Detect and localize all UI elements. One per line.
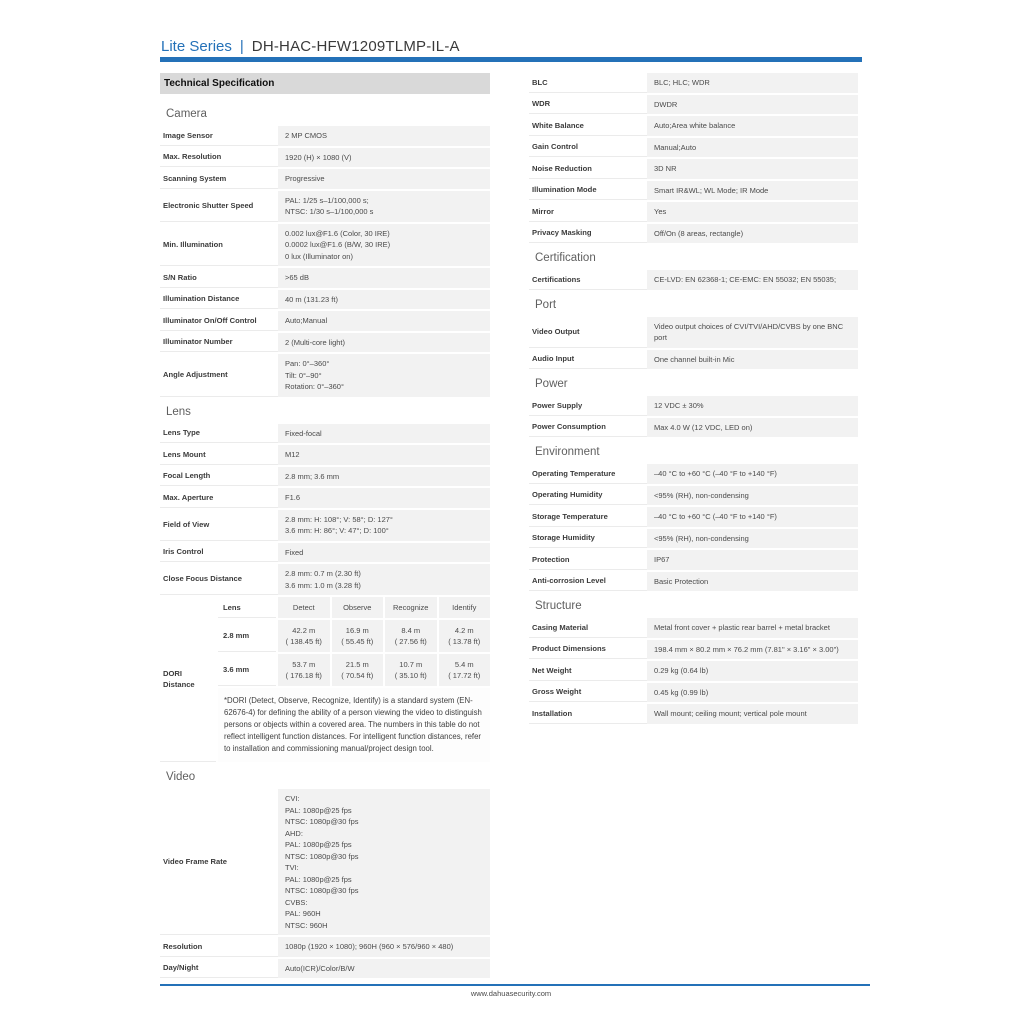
spec-row <box>160 467 490 487</box>
spec-value-line: CVI: <box>285 794 300 803</box>
spec-label: Privacy Masking <box>529 224 647 244</box>
spec-label: Angle Adjustment <box>160 354 278 397</box>
dori-header-row <box>218 597 490 618</box>
spec-value <box>278 445 490 465</box>
dori-value-line: 5.4 m <box>454 660 474 669</box>
dori-value-cell <box>385 620 437 652</box>
spec-label: Image Sensor <box>160 126 278 146</box>
section-title: Camera <box>166 108 207 120</box>
dori-value-line: 16.9 m <box>345 626 369 635</box>
spec-value-line: NTSC: 1080p@30 fps <box>285 886 359 895</box>
dori-value-cell <box>332 620 384 652</box>
spec-value-line: 2.8 mm: 0.7 m (2.30 ft) <box>285 569 361 578</box>
spec-value-line: NTSC: 960H <box>285 920 328 930</box>
dori-header-cell: Identify <box>439 597 491 618</box>
spec-row <box>160 789 490 935</box>
dori-value-cell <box>385 654 437 686</box>
spec-row <box>529 317 858 348</box>
spec-row <box>529 202 858 222</box>
section-title: Certification <box>535 252 596 264</box>
spec-label: Audio Input <box>529 350 647 370</box>
spec-value-line: CVBS: <box>285 897 308 907</box>
spec-label: Lens Mount <box>160 445 278 465</box>
spec-row <box>529 618 858 638</box>
spec-row <box>529 396 858 416</box>
spec-value-line: DWDR <box>654 99 678 109</box>
spec-value-line: TVI: <box>285 863 299 872</box>
spec-value-line: Off/On (8 areas, rectangle) <box>654 228 744 238</box>
spec-row <box>529 572 858 592</box>
spec-value-line: <95% (RH), non-condensing <box>654 533 749 543</box>
spec-value <box>278 148 490 168</box>
spec-value-line: <95% (RH), non-condensing <box>654 490 749 500</box>
spec-label: Resolution <box>160 937 278 957</box>
technical-specification-bar: Technical Specification <box>160 73 490 94</box>
spec-label: Min. Illumination <box>160 224 278 267</box>
dori-label <box>160 597 216 762</box>
spec-value <box>278 959 490 979</box>
spec-label: Field of View <box>160 510 278 541</box>
spec-label: Casing Material <box>529 618 647 638</box>
spec-label: Illuminator On/Off Control <box>160 311 278 331</box>
spec-value <box>278 333 490 353</box>
spec-value <box>278 169 490 189</box>
spec-value <box>278 354 490 397</box>
spec-value <box>647 270 858 290</box>
spec-row <box>529 683 858 703</box>
section-title: Lens <box>166 405 191 418</box>
spec-value <box>278 126 490 146</box>
spec-value-line: 40 m (131.23 ft) <box>285 294 338 304</box>
spec-value-line: Auto;Manual <box>285 316 328 325</box>
spec-value-line: Wall mount; ceiling mount; vertical pole mount <box>654 709 807 718</box>
spec-value-line: 0.45 kg (0.99 lb) <box>654 687 709 697</box>
spec-value-line: Max 4.0 W (12 VDC, LED on) <box>654 422 753 432</box>
spec-value-line: 198.4 mm × 80.2 mm × 76.2 mm (7.81" × 3.16" × 3.00") <box>654 644 839 654</box>
spec-row <box>160 445 490 465</box>
spec-value <box>278 510 490 541</box>
dori-lens-cell: 2.8 mm <box>218 620 276 652</box>
right-column <box>529 73 858 726</box>
spec-row <box>529 507 858 527</box>
spec-value-line: >65 dB <box>285 273 309 282</box>
spec-label: S/N Ratio <box>160 268 278 288</box>
spec-value-line: 2 (Multi-core light) <box>285 337 346 347</box>
spec-value-line: 12 VDC ± 30% <box>654 401 704 410</box>
spec-value-line: 1080p (1920 × 1080); 960H (960 × 576/960 × 480) <box>285 942 454 951</box>
dori-value-cell <box>439 620 491 652</box>
spec-value-line: Fixed-focal <box>285 428 322 438</box>
spec-label: Electronic Shutter Speed <box>160 191 278 222</box>
spec-value-line: 3.6 mm: H: 86°; V: 47°; D: 100° <box>285 526 389 535</box>
spec-row <box>529 704 858 724</box>
spec-row <box>529 486 858 506</box>
spec-value-line: Fixed <box>285 547 304 557</box>
spec-label: Noise Reduction <box>529 159 647 179</box>
spec-row <box>529 529 858 549</box>
spec-value <box>647 116 858 136</box>
spec-value <box>647 95 858 115</box>
spec-row <box>529 418 858 438</box>
spec-value <box>647 507 858 527</box>
spec-row <box>529 464 858 484</box>
spec-row <box>160 148 490 168</box>
spec-row <box>529 95 858 115</box>
spec-value-line: Video output choices of CVI/TVI/AHD/CVBS by one BNC <box>654 321 844 331</box>
spec-row <box>529 181 858 201</box>
spec-value <box>278 191 490 222</box>
dori-lens-cell: 3.6 mm <box>218 654 276 686</box>
spec-label: Scanning System <box>160 169 278 189</box>
spec-value-line: NTSC: 1080p@30 fps <box>285 817 359 826</box>
spec-row <box>160 488 490 508</box>
spec-value <box>647 572 858 592</box>
spec-row <box>160 191 490 222</box>
spec-label: Max. Aperture <box>160 488 278 508</box>
dori-data-row <box>218 654 490 686</box>
dori-distance-block <box>160 597 490 762</box>
dori-value-cell <box>332 654 384 686</box>
spec-value <box>278 311 490 331</box>
spec-value-line: 2.8 mm; 3.6 mm <box>285 471 340 481</box>
spec-row <box>529 116 858 136</box>
dori-value-line: 10.7 m <box>399 660 423 669</box>
page-title <box>161 38 460 55</box>
spec-label: WDR <box>529 95 647 115</box>
spec-value <box>647 550 858 570</box>
spec-value-line: M12 <box>285 450 300 459</box>
dori-value-line: ( 27.56 ft) <box>394 637 427 646</box>
dori-value-cell <box>439 654 491 686</box>
spec-value-line: Basic Protection <box>654 576 709 586</box>
spec-value-line: port <box>654 333 667 342</box>
spec-row <box>529 270 858 290</box>
dori-value-line: ( 35.10 ft) <box>394 671 427 680</box>
spec-row <box>529 73 858 93</box>
section-title: Video <box>166 771 196 783</box>
spec-label: Lens Type <box>160 424 278 444</box>
spec-value-line: PAL: 1/25 s–1/100,000 s; <box>285 195 369 205</box>
spec-value <box>647 159 858 179</box>
spec-value <box>647 418 858 438</box>
series-label: Lite Series <box>161 38 232 55</box>
left-column <box>160 73 490 980</box>
spec-label: Video Frame Rate <box>160 789 278 935</box>
spec-value-line: –40 °C to +60 °C (–40 °F to +140 °F) <box>654 469 777 478</box>
spec-label: Power Consumption <box>529 418 647 438</box>
spec-value <box>647 202 858 222</box>
dori-value-line: 4.2 m <box>454 626 474 635</box>
spec-value-line: CE-LVD: EN 62368-1; CE-EMC: EN 55032; EN 55035; <box>654 275 837 284</box>
spec-row <box>529 224 858 244</box>
spec-row <box>160 959 490 979</box>
dori-label-line: DORI <box>163 669 182 678</box>
dori-header-cell: Recognize <box>385 597 437 618</box>
spec-row <box>160 268 490 288</box>
dori-value-cell <box>278 620 330 652</box>
spec-row <box>529 661 858 681</box>
dori-data-row <box>218 620 490 652</box>
spec-value-line: PAL: 1080p@25 fps <box>285 840 352 849</box>
spec-value <box>278 467 490 487</box>
dori-value-line: 42.2 m <box>292 626 316 635</box>
spec-value <box>647 661 858 681</box>
footer-url: www.dahuasecurity.com <box>470 989 552 998</box>
spec-value <box>278 268 490 288</box>
spec-label: Mirror <box>529 202 647 222</box>
spec-value <box>647 640 858 660</box>
spec-value <box>278 488 490 508</box>
spec-value <box>278 937 490 957</box>
spec-value <box>278 543 490 563</box>
spec-value-line: AHD: <box>285 828 303 838</box>
section-title: Environment <box>535 446 600 458</box>
spec-value-line: 0.0002 lux@F1.6 (B/W, 30 IRE) <box>285 240 391 249</box>
spec-value <box>647 396 858 416</box>
dori-header-cell: Lens <box>218 597 276 618</box>
spec-value-line: 0.002 lux@F1.6 (Color, 30 IRE) <box>285 228 390 238</box>
spec-value <box>647 464 858 484</box>
spec-row <box>160 937 490 957</box>
right-spec-blocks <box>529 73 858 724</box>
spec-value-line: 1920 (H) × 1080 (V) <box>285 152 352 162</box>
dori-note: *DORI (Detect, Observe, Recognize, Identify) is a standard system (EN-62676-4) for defining the ability of a person viewing the video to distinguish persons or objects within a covered area. The numbers in this table do not reflect intelligent function distances. For intelligent function distances, refer to installation and commissioning manual/project design tool. <box>218 688 490 762</box>
title-divider: | <box>239 38 244 55</box>
dori-value-line: 21.5 m <box>345 660 369 669</box>
spec-value <box>647 486 858 506</box>
spec-label: BLC <box>529 73 647 93</box>
section-title: Power <box>535 378 568 390</box>
spec-row <box>160 510 490 541</box>
spec-label: Gain Control <box>529 138 647 158</box>
spec-row <box>529 350 858 370</box>
spec-label: Power Supply <box>529 396 647 416</box>
spec-value <box>647 317 858 348</box>
spec-value <box>278 789 490 935</box>
spec-label: Day/Night <box>160 959 278 979</box>
section-title: Port <box>535 298 557 311</box>
spec-row <box>529 550 858 570</box>
spec-label: Video Output <box>529 317 647 348</box>
dori-value-line: ( 176.18 ft) <box>285 671 322 680</box>
footer-rule <box>160 984 870 986</box>
spec-value <box>278 290 490 310</box>
spec-value-line: 3D NR <box>654 164 677 173</box>
spec-value-line: 2.8 mm: H: 108°; V: 58°; D: 127° <box>285 514 393 524</box>
spec-label: Close Focus Distance <box>160 564 278 595</box>
spec-label: Operating Humidity <box>529 486 647 506</box>
spec-value-line: One channel built-in Mic <box>654 354 735 364</box>
spec-value <box>647 618 858 638</box>
spec-value <box>647 704 858 724</box>
dori-value-line: 8.4 m <box>401 626 421 635</box>
spec-label: Max. Resolution <box>160 148 278 168</box>
spec-value-line: 3.6 mm: 1.0 m (3.28 ft) <box>285 580 361 590</box>
spec-label: Net Weight <box>529 661 647 681</box>
spec-value-line: PAL: 1080p@25 fps <box>285 805 352 815</box>
spec-value-line: Metal front cover + plastic rear barrel + metal bracket <box>654 623 830 632</box>
spec-value-line: –40 °C to +60 °C (–40 °F to +140 °F) <box>654 512 777 521</box>
spec-label: Storage Temperature <box>529 507 647 527</box>
spec-row <box>160 543 490 563</box>
spec-value <box>647 138 858 158</box>
spec-label: White Balance <box>529 116 647 136</box>
section-title: Structure <box>535 600 582 612</box>
spec-row <box>160 333 490 353</box>
spec-value-line: PAL: 960H <box>285 909 321 918</box>
spec-row <box>160 354 490 397</box>
dori-header-cell: Detect <box>278 597 330 618</box>
dori-value-line: ( 70.54 ft) <box>341 671 374 680</box>
spec-value <box>647 73 858 93</box>
spec-value <box>278 224 490 267</box>
dori-header-cell: Observe <box>332 597 384 618</box>
dori-label-line: Distance <box>163 680 195 689</box>
spec-value-line: Smart IR&WL; WL Mode; IR Mode <box>654 185 769 195</box>
spec-label: Operating Temperature <box>529 464 647 484</box>
dori-value-line: ( 17.72 ft) <box>448 671 481 680</box>
spec-row <box>160 169 490 189</box>
spec-row <box>160 126 490 146</box>
spec-value <box>647 529 858 549</box>
spec-label: Storage Humidity <box>529 529 647 549</box>
spec-label: Protection <box>529 550 647 570</box>
spec-value <box>647 181 858 201</box>
dori-value-line: 53.7 m <box>292 660 316 669</box>
spec-row <box>529 138 858 158</box>
spec-label: Product Dimensions <box>529 640 647 660</box>
spec-value-line: BLC; HLC; WDR <box>654 78 710 87</box>
spec-value-line: Manual;Auto <box>654 142 697 152</box>
spec-label: Gross Weight <box>529 683 647 703</box>
spec-label: Illumination Mode <box>529 181 647 201</box>
spec-value-line: 0 lux (Illuminator on) <box>285 251 353 261</box>
spec-value-line: Pan: 0°–360° <box>285 359 330 368</box>
spec-row <box>160 424 490 444</box>
spec-value-line: NTSC: 1080p@30 fps <box>285 851 359 861</box>
model-number: DH-HAC-HFW1209TLMP-IL-A <box>251 38 460 55</box>
spec-label: Focal Length <box>160 467 278 487</box>
spec-label: Installation <box>529 704 647 724</box>
spec-row <box>160 290 490 310</box>
spec-row <box>160 311 490 331</box>
spec-label: Illuminator Number <box>160 333 278 353</box>
spec-label: Anti-corrosion Level <box>529 572 647 592</box>
spec-row <box>529 159 858 179</box>
spec-label: Illumination Distance <box>160 290 278 310</box>
spec-value-line: Auto;Area white balance <box>654 121 736 130</box>
spec-value <box>647 350 858 370</box>
spec-value <box>647 224 858 244</box>
spec-row <box>529 640 858 660</box>
dori-value-cell <box>278 654 330 686</box>
spec-label: Certifications <box>529 270 647 290</box>
spec-value <box>647 683 858 703</box>
spec-value-line: 2 MP CMOS <box>285 131 327 140</box>
spec-value-line: Rotation: 0°–360° <box>285 382 344 391</box>
spec-row <box>160 224 490 267</box>
spec-value <box>278 564 490 595</box>
spec-value-line: NTSC: 1/30 s–1/100,000 s <box>285 207 374 216</box>
spec-row <box>160 564 490 595</box>
spec-value-line: Tilt: 0°–90° <box>285 370 322 380</box>
header-rule <box>160 57 862 62</box>
spec-value <box>278 424 490 444</box>
dori-value-line: ( 55.45 ft) <box>341 637 374 646</box>
spec-value-line: PAL: 1080p@25 fps <box>285 874 352 884</box>
spec-value-line: 0.29 kg (0.64 lb) <box>654 666 709 675</box>
dori-value-line: ( 138.45 ft) <box>285 637 322 646</box>
left-spec-blocks <box>160 101 490 978</box>
spec-value-line: IP67 <box>654 555 670 564</box>
spec-value-line: F1.6 <box>285 493 301 502</box>
spec-value-line: Auto(ICR)/Color/B/W <box>285 963 355 973</box>
spec-value-line: Yes <box>654 207 667 216</box>
dori-value-line: ( 13.78 ft) <box>448 637 481 646</box>
spec-label: Iris Control <box>160 543 278 563</box>
spec-value-line: Progressive <box>285 174 325 183</box>
dori-table <box>218 597 490 762</box>
